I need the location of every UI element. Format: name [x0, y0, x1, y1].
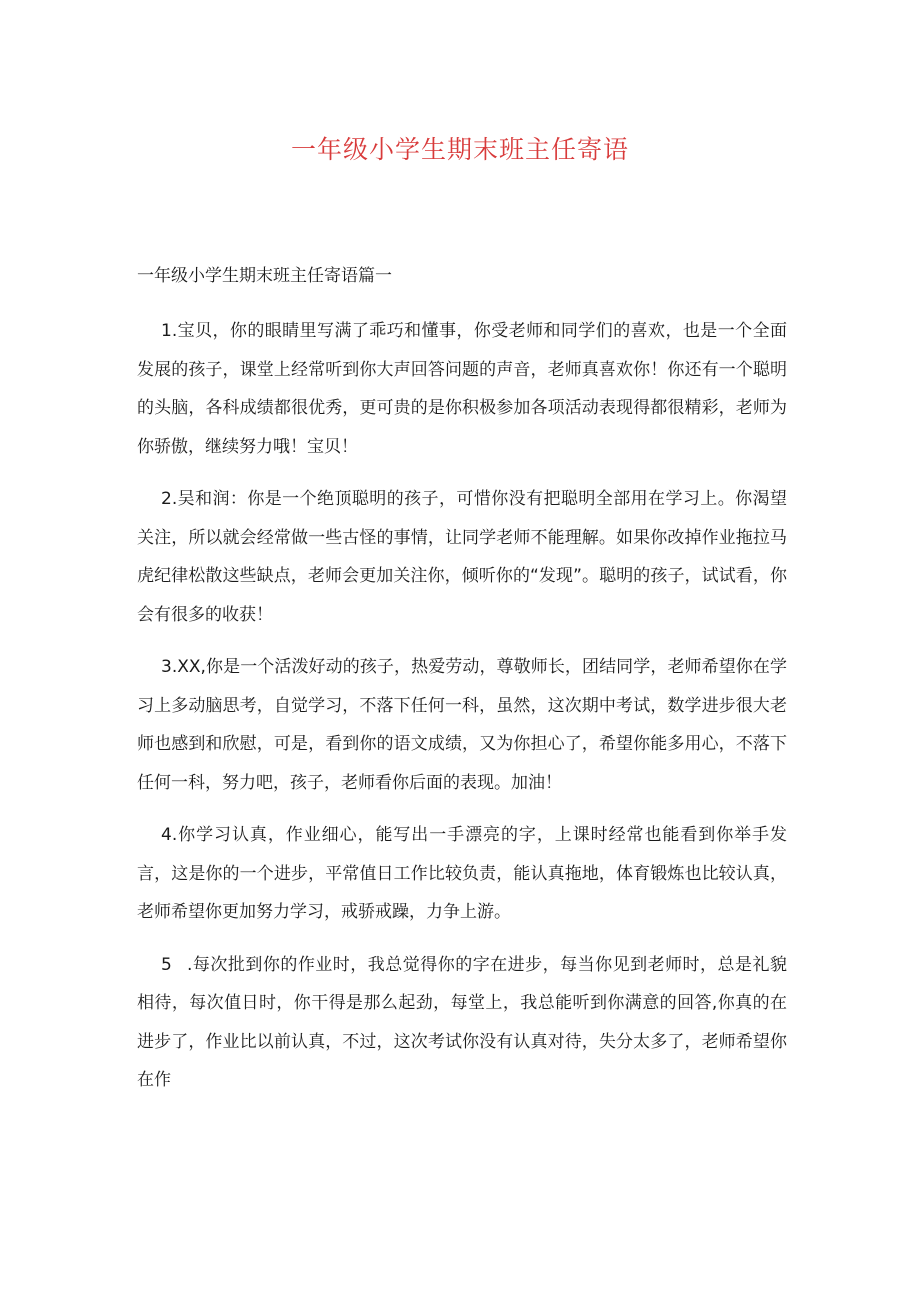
item-number: 3: [161, 657, 172, 677]
page-title: 一年级小学生期末班主任寄语: [290, 135, 629, 164]
section-heading: 一年级小学生期末班主任寄语篇一: [137, 266, 392, 286]
item-text: .你学习认真，作业细心，能写出一手漂亮的字，上课时经常也能看到你举手发言，这是你的一个进步，平常值日工作比较负责，能认真拖地，体育锻炼也比较认真，老师希望你更加努力学习，戒骄戒躁，力争上游。: [137, 825, 787, 922]
item-text: .XX,你是一个活泼好动的孩子，热爱劳动，尊敬师长，团结同学，老师希望你在学习上多动脑思考，自觉学习，不落下任何一科，虽然，这次期中考试，数学进步很大老师也感到和欣慰，可是，看到你的语文成绩，又为你担心了，希望你能多用心，不落下任何一科，努力吧，孩子，老师看你后面的表现。加油！: [137, 657, 787, 793]
item-number: 1: [161, 321, 172, 341]
item-text: .吴和润：你是一个绝顶聪明的孩子，可惜你没有把聪明全部用在学习上。你渴望关注，所以就会经常做一些古怪的事情，让同学老师不能理解。如果你改掉作业拖拉马虎纪律松散这些缺点，老师会更加关注你，倾听你的“发现”。聪明的孩子，试试看，你会有很多的收获！: [137, 489, 787, 625]
list-item: [137, 648, 787, 802]
list-item: [137, 312, 787, 466]
list-item: [137, 816, 787, 932]
list-item: [137, 946, 787, 1100]
item-text: .宝贝，你的眼睛里写满了乖巧和懂事，你受老师和同学们的喜欢，也是一个全面发展的孩子，课堂上经常听到你大声回答问题的声音，老师真喜欢你！你还有一个聪明的头脑，各科成绩都很优秀，更可贵的是你积极参加各项活动表现得都很精彩，老师为你骄傲，继续努力哦！宝贝！: [137, 321, 787, 457]
item-number: 5: [161, 954, 172, 975]
list-item: [137, 480, 787, 634]
item-text: .每次批到你的作业时，我总觉得你的字在进步，每当你见到老师时，总是礼貌相待，每次值日时，你干得是那么起劲，每堂上，我总能听到你满意的回答,你真的在进步了，作业比以前认真，不过，这次考试你没有认真对待，失分太多了，老师希望你在作: [137, 954, 787, 1090]
item-number: 4: [161, 825, 172, 845]
comment-list: [137, 312, 787, 1114]
item-number: 2: [161, 489, 172, 509]
